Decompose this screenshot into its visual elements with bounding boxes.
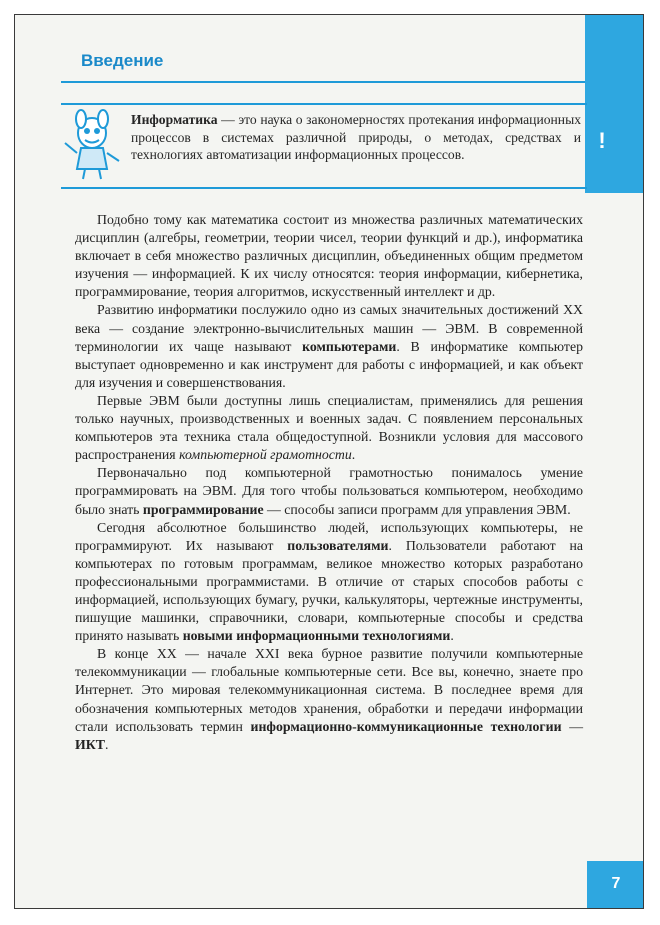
term-computer-literacy: компьютерной грамотности [179,447,352,463]
term-computers: компьютерами [302,338,397,354]
paragraph-6-text-end: . [104,736,109,752]
paragraph-3-text: Первые ЭВМ были доступны лишь специалистам, применялись для решения только научных, производственных и военных задач. С появлением персональных компьютеров эта техника стала общедоступной. Возникли условия для массового распространения [75,392,583,463]
paragraph-5-text-end: . [450,628,454,644]
paragraph-4-text-end: — способы записи программ для управления ЭВМ. [263,501,571,517]
body-text [75,211,583,754]
paragraph-5 [75,519,583,646]
paragraph-3 [75,392,583,464]
paragraph-1 [75,211,583,301]
paragraph-5-text: Сегодня абсолютное большинство людей, использующих компьютеры, не программируют. Их называют [75,519,583,553]
section-title: Введение [81,51,164,70]
mascot-icon [61,109,123,181]
paragraph-5-text-mid: . Пользователи работают на компьютерах по готовым программам, великое множество которых разработано профессиональными программистами. В отличие от старых способов работы с информацией, использующих бумагу, ручки, калькуляторы, чертежные инструменты, пишущие машинки, справочники, словари, компьютерные способы и средства принято называть [75,537,584,644]
paragraph-6 [75,645,583,754]
margin-tab [585,15,643,193]
exclamation-icon: ! [588,127,616,155]
paragraph-3-text-end: . [351,447,356,463]
term-users: пользователями [287,537,389,553]
paragraph-2-text: Развитию информатики послужило одно из самых значительных достижений XX века — создание электронно-вычислительных машин — ЭВМ. В современной терминологии их чаще называют [75,302,583,354]
term-ict-full: информационно-коммуникационные технологии [250,718,562,734]
paragraph-2-text-end: . В информатике компьютер выступает одновременно и как инструмент для работы с информацией, и как объект для изучения и совершенствования. [75,338,583,390]
page-number-block [587,861,644,909]
definition-text [131,111,581,164]
term-programming: программирование [142,501,264,517]
definition-term: Информатика [131,112,218,127]
term-ict: ИКТ [75,736,105,752]
textbook-page [14,14,644,909]
term-new-it: новыми информационными технологиями [182,628,451,644]
paragraph-6-dash: — [561,718,583,734]
paragraph-2 [75,301,583,391]
page-number: 7 [611,875,621,892]
definition-box [61,103,587,189]
page-header [61,45,587,83]
paragraph-4-text: Первоначально под компьютерной грамотностью понималось умение программировать на ЭВМ. Для того чтобы пользоваться компьютером, необходимо было знать [75,465,583,517]
paragraph-1-text: Подобно тому как математика состоит из множества различных математических дисциплин (алгебры, геометрии, теории чисел, теории функций и др.), информатика включает в себя множество различных дисциплин, объединенных общим предметом изучения — информацией. К их числу относятся: теория информации, кибернетика, программирование, теория алгоритмов, искусственный интеллект и др. [75,212,583,300]
paragraph-6-text: В конце XX — начале XXI века бурное развитие получили компьютерные телекоммуникации — глобальные компьютерные сети. Все вы, конечно, знаете про Интернет. Это мировая телекоммуникационная система. В последнее время для обозначения компьютерных методов хранения, обработки и передачи информации стали использовать термин [75,646,583,734]
definition-body: — это наука о закономерностях протекания информационных процессов в системах различной природы, о методах, средствах и технологиях автоматизации информационных процессов. [131,112,581,163]
paragraph-4 [75,464,583,518]
